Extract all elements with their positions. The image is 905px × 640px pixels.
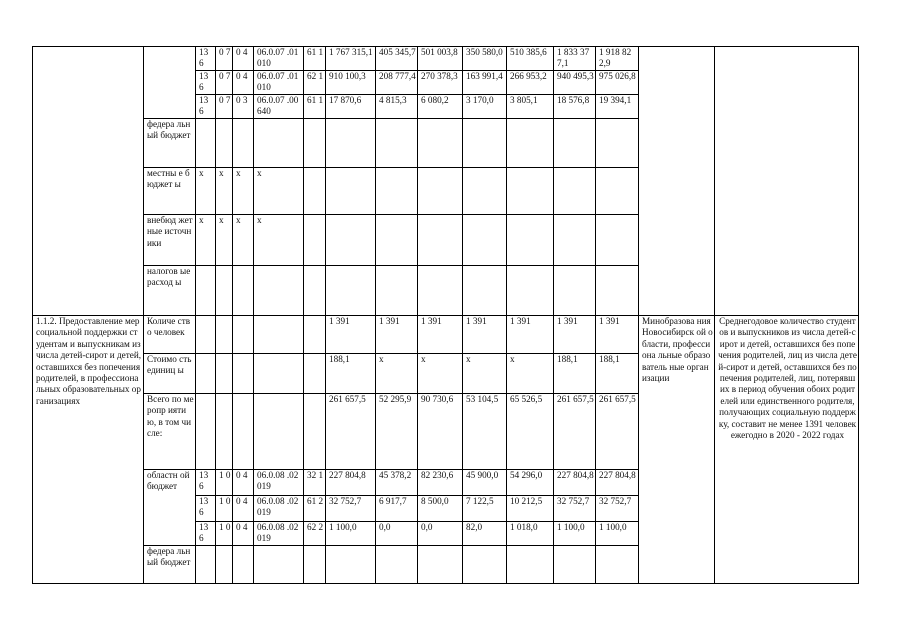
- empty-cell: [418, 119, 463, 168]
- value-cell: 1 918 822,9: [596, 47, 639, 71]
- empty-cell: [326, 266, 376, 316]
- executor-cell: [639, 47, 715, 316]
- kbk-cell: 13 6: [196, 470, 216, 496]
- value-cell: 0,0: [376, 522, 418, 546]
- empty-cell: [376, 546, 418, 584]
- executor-cell: Минобразова ния Новосибирск ой области, профессиона льные образователь ные организации: [639, 316, 715, 584]
- mark-cell: [233, 119, 254, 168]
- value-cell: 261 657,5: [554, 394, 596, 470]
- value-cell: 4 815,3: [376, 95, 418, 119]
- mark-cell: [233, 266, 254, 316]
- value-cell: 45 900,0: [463, 470, 507, 496]
- source-label-cell: [144, 47, 196, 119]
- empty-cell: [463, 168, 507, 215]
- value-cell: 82,0: [463, 522, 507, 546]
- value-cell: 32 752,7: [326, 496, 376, 522]
- mark-cell: x: [216, 168, 233, 215]
- kbk-cell: 0 7: [216, 47, 233, 71]
- empty-cell: [376, 119, 418, 168]
- kbk-cell: 1 0: [216, 522, 233, 546]
- empty-cell: [304, 266, 326, 316]
- kbk-cell: 62 2: [304, 522, 326, 546]
- kbk-cell: 1 0: [216, 496, 233, 522]
- mark-cell: x: [196, 168, 216, 215]
- value-cell: 3 170,0: [463, 95, 507, 119]
- value-cell: 1 391: [596, 316, 639, 354]
- empty-cell: [196, 394, 216, 470]
- kbk-cell: 06.0.08 .02019: [254, 470, 304, 496]
- value-cell: 1 391: [326, 316, 376, 354]
- measure-name-cell: [33, 47, 144, 316]
- kbk-cell: 13 6: [196, 47, 216, 71]
- empty-cell: [216, 354, 233, 394]
- kbk-cell: 61 1: [304, 47, 326, 71]
- empty-cell: [507, 266, 554, 316]
- empty-cell: [233, 316, 254, 354]
- value-cell: 163 991,4: [463, 71, 507, 95]
- empty-cell: [196, 354, 216, 394]
- empty-cell: [554, 266, 596, 316]
- value-cell: 1 100,0: [596, 522, 639, 546]
- mark-cell: [254, 119, 304, 168]
- kbk-cell: 0 4: [233, 71, 254, 95]
- mark-cell: [196, 266, 216, 316]
- value-cell: 227 804,8: [326, 470, 376, 496]
- kbk-cell: 61 1: [304, 95, 326, 119]
- empty-cell: [304, 168, 326, 215]
- empty-cell: [216, 394, 233, 470]
- empty-cell: [596, 119, 639, 168]
- empty-cell: [233, 354, 254, 394]
- table-row: [33, 47, 859, 71]
- value-cell: 270 378,3: [418, 71, 463, 95]
- value-cell: 975 026,8: [596, 71, 639, 95]
- kbk-cell: 0 4: [233, 496, 254, 522]
- empty-cell: [216, 316, 233, 354]
- empty-cell: [463, 215, 507, 266]
- kbk-cell: 0 7: [216, 95, 233, 119]
- value-cell: 940 495,3: [554, 71, 596, 95]
- empty-cell: [463, 119, 507, 168]
- row-label-cell: Всего по меропр иятию, в том числе:: [144, 394, 196, 470]
- empty-cell: [418, 546, 463, 584]
- value-cell: 8 500,0: [418, 496, 463, 522]
- mark-cell: x: [233, 215, 254, 266]
- kbk-cell: 32 1: [304, 470, 326, 496]
- empty-cell: [326, 168, 376, 215]
- empty-cell: [254, 546, 304, 584]
- mark-cell: x: [216, 215, 233, 266]
- value-cell: 6 917,7: [376, 496, 418, 522]
- empty-cell: [326, 546, 376, 584]
- empty-cell: [216, 546, 233, 584]
- kbk-cell: 06.0.07 .00640: [254, 95, 304, 119]
- kbk-cell: 13 6: [196, 71, 216, 95]
- kbk-cell: 1 0: [216, 470, 233, 496]
- value-cell: 188,1: [596, 354, 639, 394]
- value-cell: 510 385,6: [507, 47, 554, 71]
- value-cell: x: [418, 354, 463, 394]
- mark-cell: x: [254, 215, 304, 266]
- empty-cell: [507, 215, 554, 266]
- source-label-cell: федера льный бюджет: [144, 119, 196, 168]
- empty-cell: [554, 546, 596, 584]
- empty-cell: [554, 119, 596, 168]
- value-cell: 65 526,5: [507, 394, 554, 470]
- value-cell: 405 345,7: [376, 47, 418, 71]
- source-label-cell: внебюд жетные источн ики: [144, 215, 196, 266]
- kbk-cell: 06.0.07 .01010: [254, 71, 304, 95]
- mark-cell: [216, 119, 233, 168]
- value-cell: 1 391: [507, 316, 554, 354]
- empty-cell: [463, 546, 507, 584]
- empty-cell: [507, 546, 554, 584]
- empty-cell: [233, 546, 254, 584]
- value-cell: 1 391: [418, 316, 463, 354]
- value-cell: 208 777,4: [376, 71, 418, 95]
- empty-cell: [304, 354, 326, 394]
- empty-cell: [596, 546, 639, 584]
- value-cell: 1 391: [463, 316, 507, 354]
- value-cell: 227 804,8: [596, 470, 639, 496]
- empty-cell: [376, 215, 418, 266]
- value-cell: 10 212,5: [507, 496, 554, 522]
- mark-cell: [196, 119, 216, 168]
- mark-cell: x: [233, 168, 254, 215]
- row-label-cell: Стоимо сть единиц ы: [144, 354, 196, 394]
- value-cell: 188,1: [326, 354, 376, 394]
- measure-name-cell: 1.1.2. Предоставление мер социальной поддержки студентам и выпускникам из числа детей-сирот и детей, оставшихся без попечения родителей, в профессиональных образовательных организациях: [33, 316, 144, 584]
- value-cell: 19 394,1: [596, 95, 639, 119]
- empty-cell: [554, 168, 596, 215]
- value-cell: 227 804,8: [554, 470, 596, 496]
- mark-cell: [216, 266, 233, 316]
- source-label-cell: налогов ые расход ы: [144, 266, 196, 316]
- empty-cell: [304, 316, 326, 354]
- empty-cell: [596, 215, 639, 266]
- empty-cell: [254, 354, 304, 394]
- mark-cell: [254, 266, 304, 316]
- empty-cell: [196, 316, 216, 354]
- kbk-cell: 62 1: [304, 71, 326, 95]
- value-cell: 1 767 315,1: [326, 47, 376, 71]
- kbk-cell: 0 3: [233, 95, 254, 119]
- value-cell: 266 953,2: [507, 71, 554, 95]
- value-cell: 1 833 377,1: [554, 47, 596, 71]
- empty-cell: [326, 215, 376, 266]
- empty-cell: [304, 546, 326, 584]
- empty-cell: [233, 394, 254, 470]
- empty-cell: [304, 394, 326, 470]
- program-table: [32, 46, 859, 584]
- value-cell: 7 122,5: [463, 496, 507, 522]
- value-cell: x: [463, 354, 507, 394]
- value-cell: 17 870,6: [326, 95, 376, 119]
- value-cell: 1 018,0: [507, 522, 554, 546]
- empty-cell: [596, 266, 639, 316]
- value-cell: 54 296,0: [507, 470, 554, 496]
- value-cell: 52 295,9: [376, 394, 418, 470]
- kbk-cell: 13 6: [196, 95, 216, 119]
- kbk-cell: 06.0.08 .02019: [254, 522, 304, 546]
- value-cell: 82 230,6: [418, 470, 463, 496]
- empty-cell: [196, 546, 216, 584]
- empty-cell: [376, 266, 418, 316]
- value-cell: 261 657,5: [596, 394, 639, 470]
- kbk-cell: 0 4: [233, 470, 254, 496]
- kbk-cell: 61 2: [304, 496, 326, 522]
- value-cell: 350 580,0: [463, 47, 507, 71]
- value-cell: 1 391: [554, 316, 596, 354]
- value-cell: 1 100,0: [326, 522, 376, 546]
- mark-cell: x: [196, 215, 216, 266]
- empty-cell: [507, 119, 554, 168]
- value-cell: 32 752,7: [596, 496, 639, 522]
- value-cell: 6 080,2: [418, 95, 463, 119]
- empty-cell: [418, 215, 463, 266]
- empty-cell: [507, 168, 554, 215]
- empty-cell: [554, 215, 596, 266]
- value-cell: 188,1: [554, 354, 596, 394]
- mark-cell: x: [254, 168, 304, 215]
- value-cell: 53 104,5: [463, 394, 507, 470]
- value-cell: 0,0: [418, 522, 463, 546]
- source-label-cell: областн ой бюджет: [144, 470, 196, 546]
- result-cell: Среднегодовое количество студентов и выпускников из числа детей-сирот и детей, оставшихся без попечения родителей, лиц из числа детей-сирот и детей, оставшихся без попечения родителей, лиц, потерявших в период обучения обоих родителей или единственного родителя, получающих социальную поддержку, составит не менее 1391 человек ежегодно в 2020 - 2022 годах: [715, 316, 859, 584]
- empty-cell: [463, 266, 507, 316]
- kbk-cell: 0 4: [233, 47, 254, 71]
- row-label-cell: Количе ство человек: [144, 316, 196, 354]
- empty-cell: [326, 119, 376, 168]
- table-row: [33, 316, 859, 354]
- value-cell: x: [376, 354, 418, 394]
- value-cell: 3 805,1: [507, 95, 554, 119]
- value-cell: 261 657,5: [326, 394, 376, 470]
- value-cell: 45 378,2: [376, 470, 418, 496]
- empty-cell: [376, 168, 418, 215]
- source-label-cell: местны е бюджет ы: [144, 168, 196, 215]
- empty-cell: [304, 119, 326, 168]
- value-cell: 910 100,3: [326, 71, 376, 95]
- kbk-cell: 06.0.07 .01010: [254, 47, 304, 71]
- value-cell: 18 576,8: [554, 95, 596, 119]
- empty-cell: [596, 168, 639, 215]
- kbk-cell: 0 4: [233, 522, 254, 546]
- value-cell: 32 752,7: [554, 496, 596, 522]
- result-cell: [715, 47, 859, 316]
- empty-cell: [418, 266, 463, 316]
- kbk-cell: 0 7: [216, 71, 233, 95]
- kbk-cell: 06.0.08 .02019: [254, 496, 304, 522]
- empty-cell: [254, 316, 304, 354]
- empty-cell: [304, 215, 326, 266]
- kbk-cell: 13 6: [196, 496, 216, 522]
- empty-cell: [254, 394, 304, 470]
- value-cell: 1 391: [376, 316, 418, 354]
- empty-cell: [418, 168, 463, 215]
- value-cell: 1 100,0: [554, 522, 596, 546]
- kbk-cell: 13 6: [196, 522, 216, 546]
- value-cell: x: [507, 354, 554, 394]
- value-cell: 90 730,6: [418, 394, 463, 470]
- value-cell: 501 003,8: [418, 47, 463, 71]
- source-label-cell: федера льный бюджет: [144, 546, 196, 584]
